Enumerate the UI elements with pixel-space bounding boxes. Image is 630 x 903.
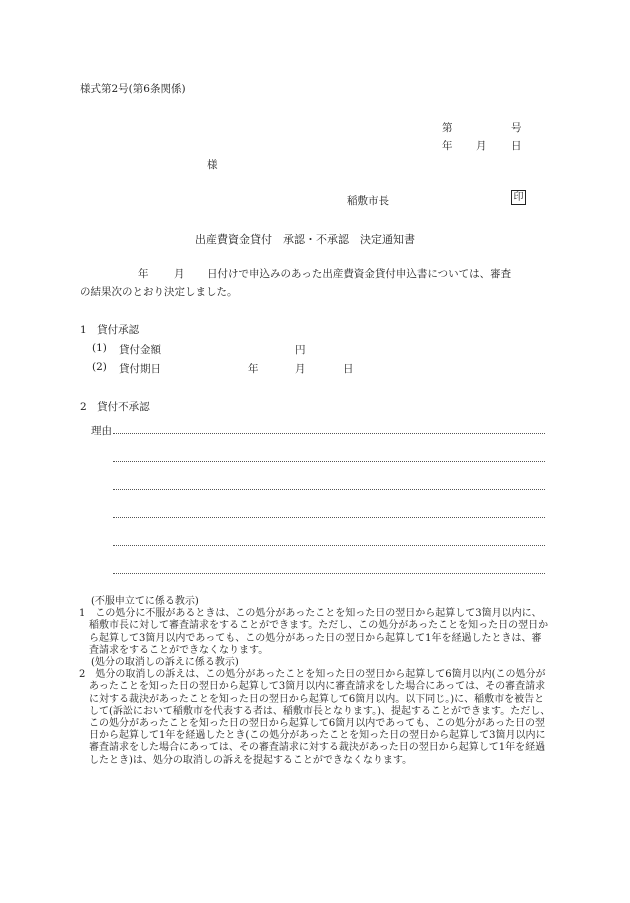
loan-amount-number: (1) bbox=[92, 342, 107, 354]
reason-line-4 bbox=[113, 517, 545, 518]
date-year: 年 bbox=[442, 140, 453, 152]
loan-period-day: 日 bbox=[343, 363, 354, 375]
reason-line-3 bbox=[113, 489, 545, 490]
reason-label: 理由 bbox=[91, 425, 112, 437]
reason-line-5 bbox=[113, 545, 545, 546]
document-title: 出産費資金貸付 承認・不承認 決定通知書 bbox=[195, 233, 415, 246]
recipient-sama: 様 bbox=[207, 159, 218, 171]
seal-mark: 印 bbox=[511, 190, 526, 205]
form-number: 様式第2号(第6条関係) bbox=[80, 83, 186, 95]
notes-block bbox=[79, 596, 551, 767]
appeal-notice-heading: (不服申立てに係る教示) bbox=[91, 596, 199, 607]
intro-year: 年 bbox=[138, 268, 149, 280]
lawsuit-notice-heading: (処分の取消しの訴えに係る教示) bbox=[91, 657, 239, 669]
appeal-notice-text: 1 この処分に不服があるときは、この処分があったことを知った日の翌日から起算して3箇月以内に、稲敷市長に対して審査請求をすることができます。ただし、この処分があったことを知った日の翌日から起算して3箇月以内であっても、この処分があった日の翌日から起算して1年を経過したときは、審査請求をすることができなくなります。 bbox=[79, 608, 549, 656]
loan-period-number: (2) bbox=[92, 361, 107, 373]
reason-line-2 bbox=[113, 461, 545, 462]
intro-month: 月 bbox=[174, 268, 185, 280]
loan-period-year: 年 bbox=[248, 363, 259, 375]
lawsuit-notice-text: 2 処分の取消しの訴えは、この処分があったことを知った日の翌日から起算して6箇月以内(この処分があったことを知った日の翌日から起算して3箇月以内に審査請求をした場合にあっては、その審査請求に対する裁決があったことを知った日の翌日から起算して6箇月以内。以下同じ。)に、稲敷市を被告として(訴訟において稲敷市を代表する者は、稲敷市長となります。)、提起することができます。ただし、この処分があったことを知った日の翌日から起算して6箇月以内であっても、この処分があった日の翌日から起算して1年を経過したとき(この処分があったことを知った日の翌日から起算して3箇月以内に審査請求をした場合にあっては、その審査請求に対する裁決があった日の翌日から起算して1年を経過したとき)は、処分の取消しの訴えを提起することができなくなります。 bbox=[79, 669, 551, 766]
loan-amount-label: 貸付金額 bbox=[119, 344, 161, 356]
reason-line-6 bbox=[113, 573, 545, 574]
document-number-dai: 第 bbox=[442, 122, 453, 134]
loan-period-month: 月 bbox=[295, 363, 306, 375]
date-day: 日 bbox=[511, 140, 522, 152]
intro-line1: 日付けで申込みのあった出産費資金貸付申込書については、審査 bbox=[207, 268, 512, 280]
section2-heading: 2 貸付不承認 bbox=[80, 401, 150, 413]
intro-line2: の結果次のとおり決定しました。 bbox=[80, 286, 238, 298]
date-month: 月 bbox=[476, 140, 487, 152]
reason-line-1 bbox=[113, 433, 545, 434]
document-number-go: 号 bbox=[511, 122, 522, 134]
issuer-name: 稲敷市長 bbox=[347, 195, 389, 207]
section1-heading: 1 貸付承認 bbox=[80, 324, 140, 336]
loan-amount-unit: 円 bbox=[295, 344, 306, 356]
loan-period-label: 貸付期日 bbox=[119, 363, 161, 375]
